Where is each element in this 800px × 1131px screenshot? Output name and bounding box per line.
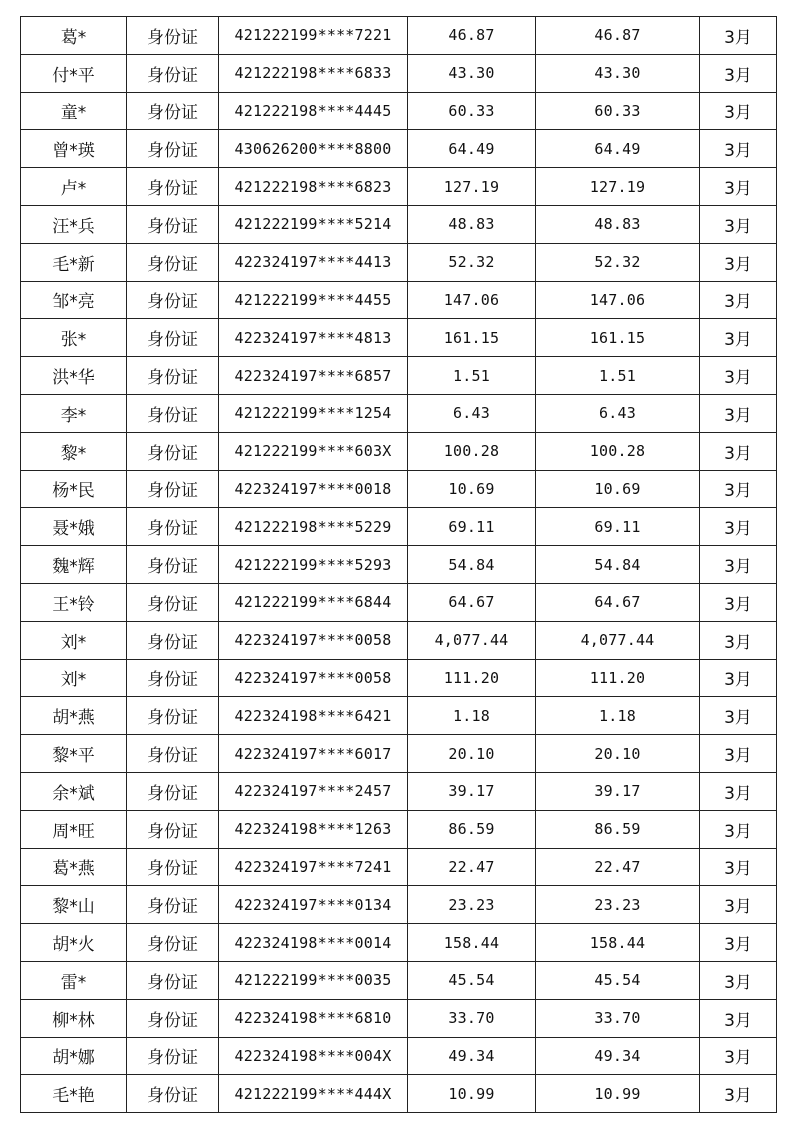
id-number-cell: 430626200****8800 [219,130,408,168]
month-cell: 3月 [700,772,777,810]
month-cell: 3月 [700,1037,777,1075]
id-type-cell: 身份证 [127,243,219,281]
person-name-cell: 王*铃 [21,583,127,621]
records-table [20,16,777,1113]
amount-paid-cell: 48.83 [536,205,700,243]
amount-paid-cell: 49.34 [536,1037,700,1075]
amount-cell: 33.70 [408,999,536,1037]
person-name-cell: 聂*娥 [21,508,127,546]
month-cell: 3月 [700,319,777,357]
amount-paid-cell: 127.19 [536,168,700,206]
id-type-cell: 身份证 [127,357,219,395]
month-cell: 3月 [700,92,777,130]
table-row [21,470,777,508]
amount-paid-cell: 20.10 [536,735,700,773]
amount-paid-cell: 33.70 [536,999,700,1037]
amount-cell: 22.47 [408,848,536,886]
amount-paid-cell: 10.69 [536,470,700,508]
id-number-cell: 421222199****5214 [219,205,408,243]
table-row [21,130,777,168]
person-name-cell: 魏*辉 [21,546,127,584]
table-row [21,697,777,735]
id-number-cell: 422324197****7241 [219,848,408,886]
amount-cell: 45.54 [408,961,536,999]
amount-cell: 161.15 [408,319,536,357]
table-row [21,319,777,357]
id-type-cell: 身份证 [127,810,219,848]
id-number-cell: 422324198****0014 [219,924,408,962]
id-number-cell: 422324197****4413 [219,243,408,281]
amount-cell: 6.43 [408,394,536,432]
table-row [21,546,777,584]
table-row [21,357,777,395]
table-row [21,810,777,848]
person-name-cell: 毛*艳 [21,1075,127,1113]
amount-paid-cell: 161.15 [536,319,700,357]
amount-cell: 49.34 [408,1037,536,1075]
amount-paid-cell: 4,077.44 [536,621,700,659]
id-number-cell: 422324198****6421 [219,697,408,735]
id-type-cell: 身份证 [127,54,219,92]
amount-cell: 54.84 [408,546,536,584]
id-type-cell: 身份证 [127,130,219,168]
id-type-cell: 身份证 [127,621,219,659]
amount-paid-cell: 52.32 [536,243,700,281]
person-name-cell: 刘* [21,659,127,697]
amount-paid-cell: 46.87 [536,17,700,55]
id-type-cell: 身份证 [127,205,219,243]
month-cell: 3月 [700,697,777,735]
person-name-cell: 童* [21,92,127,130]
person-name-cell: 洪*华 [21,357,127,395]
amount-paid-cell: 43.30 [536,54,700,92]
amount-cell: 52.32 [408,243,536,281]
amount-cell: 39.17 [408,772,536,810]
amount-cell: 46.87 [408,17,536,55]
id-number-cell: 422324198****6810 [219,999,408,1037]
person-name-cell: 卢* [21,168,127,206]
month-cell: 3月 [700,17,777,55]
person-name-cell: 汪*兵 [21,205,127,243]
id-type-cell: 身份证 [127,924,219,962]
id-type-cell: 身份证 [127,92,219,130]
id-number-cell: 422324197****6857 [219,357,408,395]
id-number-cell: 422324198****004X [219,1037,408,1075]
id-type-cell: 身份证 [127,1075,219,1113]
amount-paid-cell: 6.43 [536,394,700,432]
id-type-cell: 身份证 [127,168,219,206]
person-name-cell: 付*平 [21,54,127,92]
id-type-cell: 身份证 [127,999,219,1037]
amount-cell: 100.28 [408,432,536,470]
month-cell: 3月 [700,281,777,319]
id-type-cell: 身份证 [127,394,219,432]
id-number-cell: 422324197****6017 [219,735,408,773]
id-number-cell: 421222199****0035 [219,961,408,999]
id-number-cell: 422324197****0058 [219,659,408,697]
table-row [21,961,777,999]
amount-cell: 23.23 [408,886,536,924]
table-row [21,17,777,55]
amount-paid-cell: 64.49 [536,130,700,168]
id-number-cell: 421222199****603X [219,432,408,470]
id-number-cell: 421222199****7221 [219,17,408,55]
table-row [21,54,777,92]
amount-cell: 4,077.44 [408,621,536,659]
month-cell: 3月 [700,999,777,1037]
amount-cell: 158.44 [408,924,536,962]
amount-cell: 64.67 [408,583,536,621]
amount-paid-cell: 22.47 [536,848,700,886]
month-cell: 3月 [700,205,777,243]
id-number-cell: 421222198****4445 [219,92,408,130]
amount-paid-cell: 100.28 [536,432,700,470]
month-cell: 3月 [700,54,777,92]
id-type-cell: 身份证 [127,470,219,508]
month-cell: 3月 [700,924,777,962]
id-number-cell: 422324198****1263 [219,810,408,848]
month-cell: 3月 [700,735,777,773]
amount-paid-cell: 86.59 [536,810,700,848]
records-table-body [21,17,777,1113]
id-type-cell: 身份证 [127,735,219,773]
month-cell: 3月 [700,621,777,659]
amount-paid-cell: 1.51 [536,357,700,395]
month-cell: 3月 [700,130,777,168]
id-number-cell: 421222199****1254 [219,394,408,432]
month-cell: 3月 [700,508,777,546]
id-number-cell: 421222198****5229 [219,508,408,546]
month-cell: 3月 [700,470,777,508]
amount-paid-cell: 69.11 [536,508,700,546]
month-cell: 3月 [700,168,777,206]
id-type-cell: 身份证 [127,659,219,697]
id-number-cell: 421222199****444X [219,1075,408,1113]
amount-cell: 20.10 [408,735,536,773]
amount-cell: 64.49 [408,130,536,168]
amount-paid-cell: 64.67 [536,583,700,621]
amount-paid-cell: 111.20 [536,659,700,697]
table-row [21,508,777,546]
person-name-cell: 李* [21,394,127,432]
amount-cell: 48.83 [408,205,536,243]
id-number-cell: 421222198****6823 [219,168,408,206]
id-number-cell: 421222199****5293 [219,546,408,584]
month-cell: 3月 [700,432,777,470]
table-row [21,999,777,1037]
id-number-cell: 421222198****6833 [219,54,408,92]
person-name-cell: 张* [21,319,127,357]
id-type-cell: 身份证 [127,508,219,546]
person-name-cell: 胡*燕 [21,697,127,735]
month-cell: 3月 [700,659,777,697]
table-row [21,772,777,810]
table-row [21,621,777,659]
table-row [21,924,777,962]
id-number-cell: 422324197****2457 [219,772,408,810]
amount-cell: 1.18 [408,697,536,735]
month-cell: 3月 [700,583,777,621]
id-type-cell: 身份证 [127,17,219,55]
table-row [21,848,777,886]
person-name-cell: 葛*燕 [21,848,127,886]
id-number-cell: 422324197****0018 [219,470,408,508]
table-row [21,243,777,281]
person-name-cell: 黎*山 [21,886,127,924]
table-row [21,886,777,924]
amount-cell: 1.51 [408,357,536,395]
person-name-cell: 刘* [21,621,127,659]
id-type-cell: 身份证 [127,848,219,886]
amount-cell: 69.11 [408,508,536,546]
month-cell: 3月 [700,848,777,886]
person-name-cell: 葛* [21,17,127,55]
id-number-cell: 421222199****6844 [219,583,408,621]
document-page [20,16,777,1113]
table-row [21,168,777,206]
table-row [21,659,777,697]
table-row [21,92,777,130]
amount-paid-cell: 45.54 [536,961,700,999]
amount-paid-cell: 39.17 [536,772,700,810]
person-name-cell: 胡*火 [21,924,127,962]
amount-cell: 86.59 [408,810,536,848]
month-cell: 3月 [700,357,777,395]
id-type-cell: 身份证 [127,546,219,584]
amount-cell: 43.30 [408,54,536,92]
person-name-cell: 雷* [21,961,127,999]
table-row [21,1037,777,1075]
person-name-cell: 胡*娜 [21,1037,127,1075]
amount-cell: 10.69 [408,470,536,508]
table-row [21,1075,777,1113]
month-cell: 3月 [700,394,777,432]
amount-cell: 111.20 [408,659,536,697]
person-name-cell: 柳*林 [21,999,127,1037]
person-name-cell: 邹*亮 [21,281,127,319]
month-cell: 3月 [700,810,777,848]
amount-paid-cell: 1.18 [536,697,700,735]
amount-cell: 147.06 [408,281,536,319]
month-cell: 3月 [700,961,777,999]
id-type-cell: 身份证 [127,319,219,357]
id-number-cell: 422324197****0058 [219,621,408,659]
amount-cell: 60.33 [408,92,536,130]
table-row [21,394,777,432]
table-row [21,583,777,621]
month-cell: 3月 [700,243,777,281]
person-name-cell: 余*斌 [21,772,127,810]
amount-paid-cell: 158.44 [536,924,700,962]
id-number-cell: 422324197****0134 [219,886,408,924]
id-type-cell: 身份证 [127,961,219,999]
id-type-cell: 身份证 [127,281,219,319]
id-number-cell: 422324197****4813 [219,319,408,357]
table-row [21,205,777,243]
person-name-cell: 毛*新 [21,243,127,281]
amount-paid-cell: 10.99 [536,1075,700,1113]
person-name-cell: 周*旺 [21,810,127,848]
table-row [21,432,777,470]
month-cell: 3月 [700,886,777,924]
table-row [21,735,777,773]
id-number-cell: 421222199****4455 [219,281,408,319]
id-type-cell: 身份证 [127,886,219,924]
id-type-cell: 身份证 [127,1037,219,1075]
id-type-cell: 身份证 [127,432,219,470]
table-row [21,281,777,319]
month-cell: 3月 [700,546,777,584]
amount-cell: 127.19 [408,168,536,206]
amount-paid-cell: 54.84 [536,546,700,584]
amount-paid-cell: 23.23 [536,886,700,924]
id-type-cell: 身份证 [127,772,219,810]
id-type-cell: 身份证 [127,697,219,735]
person-name-cell: 曾*瑛 [21,130,127,168]
id-type-cell: 身份证 [127,583,219,621]
month-cell: 3月 [700,1075,777,1113]
amount-paid-cell: 60.33 [536,92,700,130]
amount-cell: 10.99 [408,1075,536,1113]
person-name-cell: 黎* [21,432,127,470]
person-name-cell: 杨*民 [21,470,127,508]
amount-paid-cell: 147.06 [536,281,700,319]
person-name-cell: 黎*平 [21,735,127,773]
